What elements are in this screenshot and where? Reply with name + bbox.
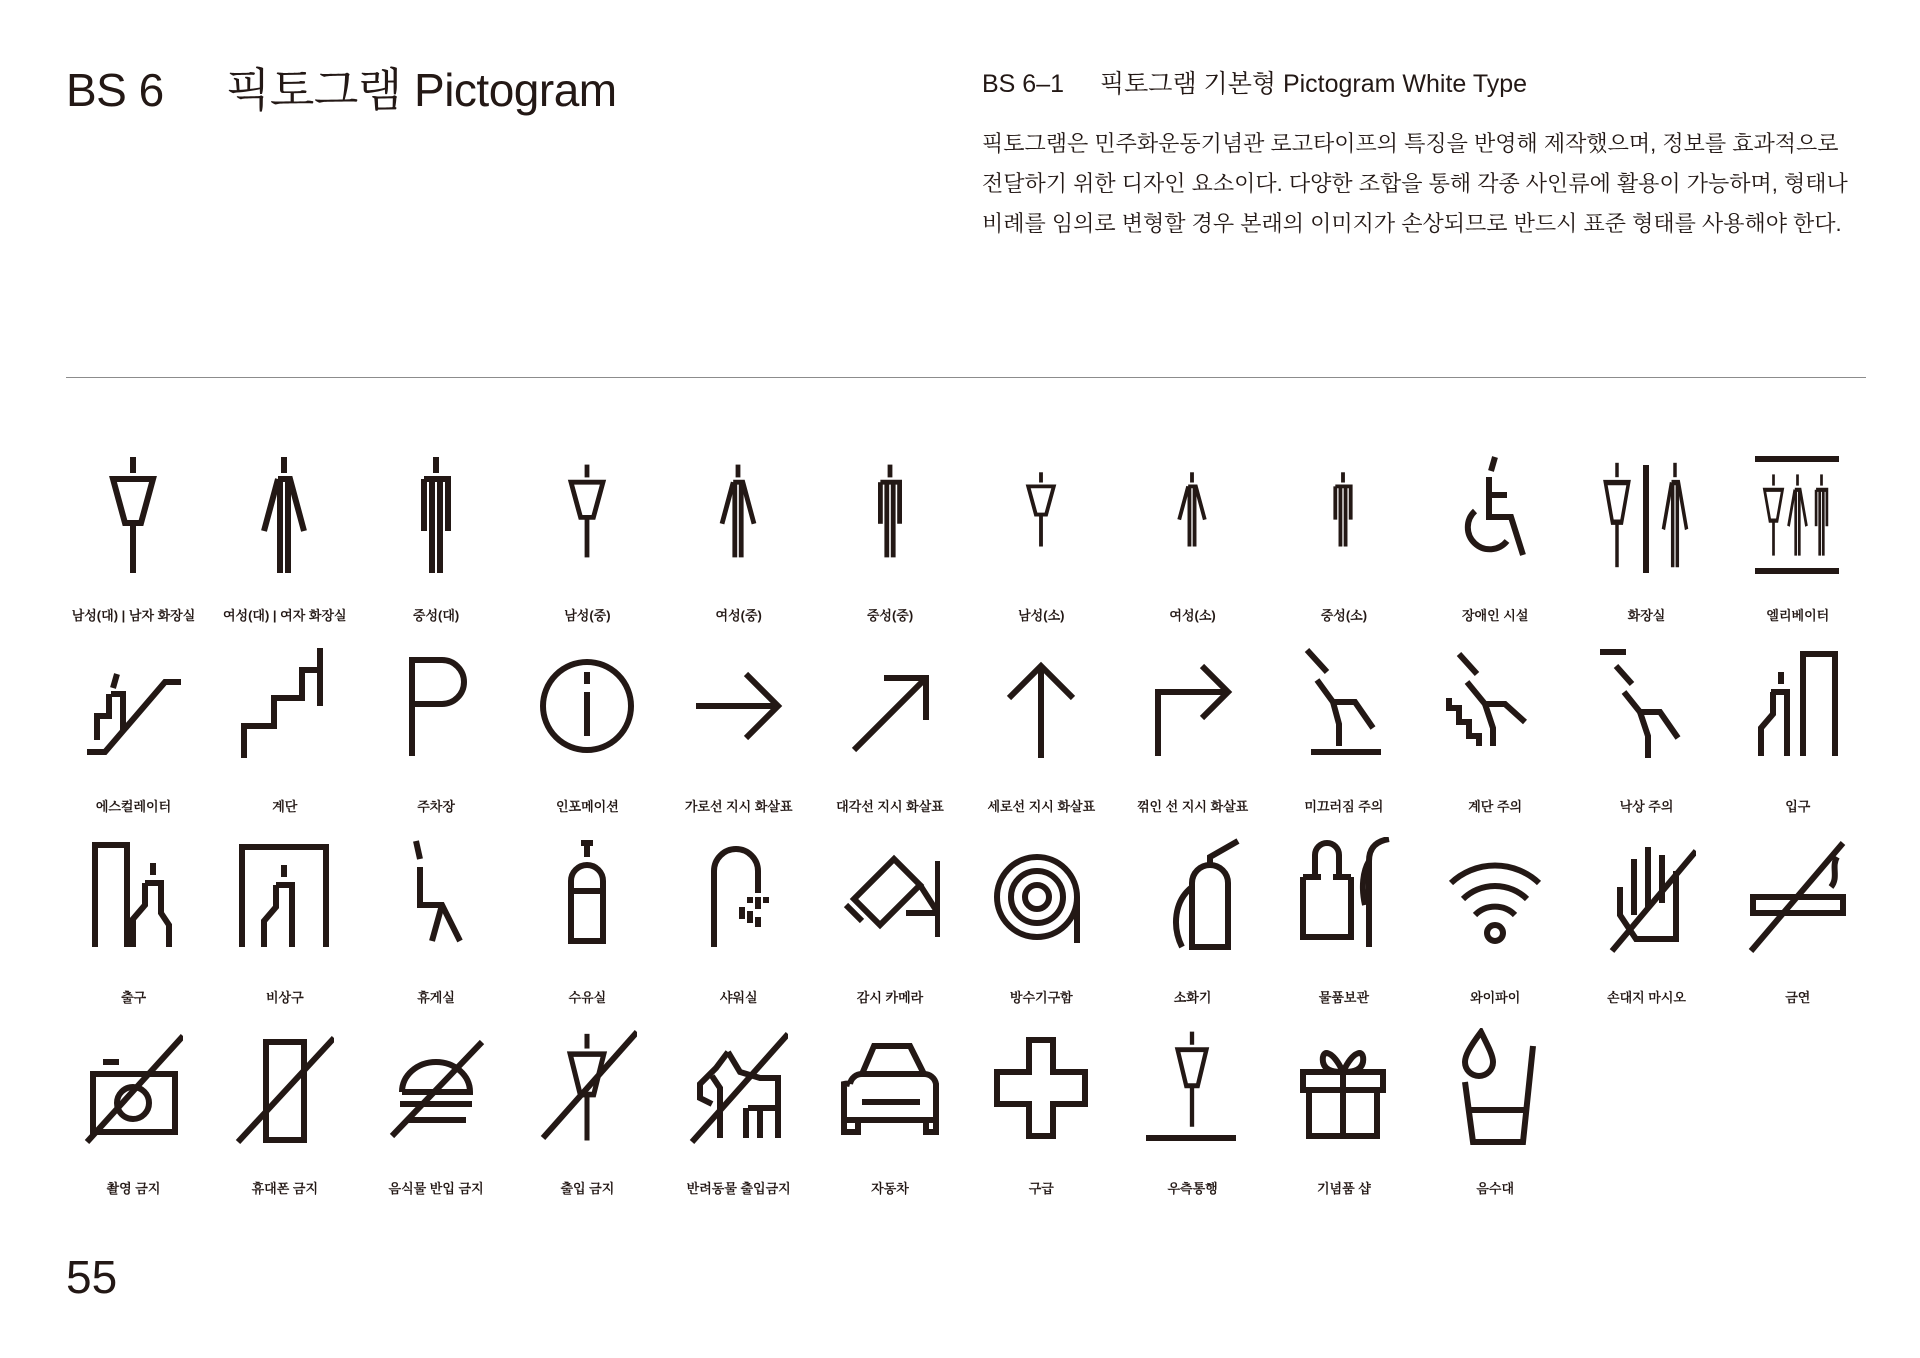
pictogram-label: 자동차	[871, 1181, 909, 1196]
cctv-icon	[840, 837, 940, 957]
pictogram-item	[361, 646, 512, 836]
pictogram-label: 계단	[272, 799, 298, 814]
pictogram-label: 손대지 마시오	[1607, 990, 1686, 1005]
subsection-title-text: 픽토그램 기본형 Pictogram White Type	[1100, 70, 1528, 98]
pictogram-label: 반려동물 출입금지	[686, 1181, 791, 1196]
pictogram-item	[1268, 837, 1419, 1027]
no-camera-icon	[83, 1028, 183, 1148]
arrow-turn-icon	[1142, 646, 1242, 766]
pictogram-label: 음수대	[1476, 1181, 1515, 1196]
pictogram-label: 꺾인 선 지시 화살표	[1136, 799, 1249, 814]
pictogram-item	[361, 455, 512, 645]
pictogram-label: 미끄러짐 주의	[1304, 799, 1384, 814]
car-icon	[840, 1028, 940, 1148]
emergency-exit-icon	[234, 837, 334, 957]
neutral-medium-icon	[840, 455, 940, 575]
drinking-water-icon	[1445, 1028, 1545, 1148]
neutral-large-icon	[386, 455, 486, 575]
first-aid-icon	[991, 1028, 1091, 1148]
pictogram-item	[1420, 646, 1571, 836]
pictogram-item	[1117, 837, 1268, 1027]
pictogram-item	[1268, 455, 1419, 645]
pictogram-item	[663, 1028, 814, 1218]
pictogram-label: 엘리베이터	[1766, 608, 1830, 623]
pictogram-label: 출입 금지	[560, 1181, 615, 1196]
pictogram-item	[1117, 455, 1268, 645]
pictogram-item	[361, 1028, 512, 1218]
pictogram-label: 에스컬레이터	[95, 799, 172, 814]
no-food-icon	[386, 1028, 486, 1148]
pictogram-item	[1268, 646, 1419, 836]
shower-icon	[688, 837, 788, 957]
pictogram-label: 가로선 지시 화살표	[684, 799, 793, 814]
divider	[66, 377, 1866, 378]
pictogram-label: 수유실	[568, 990, 607, 1005]
pictogram-item	[512, 646, 663, 836]
elevator-icon	[1747, 455, 1847, 575]
pictogram-item	[1117, 1028, 1268, 1218]
pictogram-label: 입구	[1785, 799, 1811, 814]
pictogram-label: 구급	[1028, 1181, 1054, 1196]
pictogram-label: 감시 카메라	[856, 990, 924, 1005]
pictogram-item	[1722, 455, 1873, 645]
fire-hose-icon	[991, 837, 1091, 957]
male-large-icon	[83, 455, 183, 575]
description-line: 전달하기 위한 디자인 요소이다. 다양한 조합을 통해 각종 사인류에 활용이 가능하며, 형태나	[982, 171, 1848, 196]
pictogram-label: 방수기구함	[1009, 990, 1073, 1005]
pictogram-item	[1117, 646, 1268, 836]
neutral-small-icon	[1293, 455, 1393, 575]
pictogram-grid	[58, 455, 1874, 1215]
wifi-icon	[1445, 837, 1545, 957]
fall-caution-icon	[1596, 646, 1696, 766]
pictogram-item	[1722, 837, 1873, 1027]
pictogram-label: 대각선 지시 화살표	[836, 799, 944, 814]
pictogram-label: 화장실	[1627, 608, 1666, 623]
pictogram-item	[1571, 455, 1722, 645]
pictogram-label: 인포메이션	[555, 799, 619, 814]
pictogram-item	[209, 455, 360, 645]
exit-icon	[83, 837, 183, 957]
description-line: 픽토그램은 민주화운동기념관 로고타이프의 특징을 반영해 제작했으며, 정보를 효과적으로	[982, 131, 1839, 156]
arrow-right-icon	[688, 646, 788, 766]
pictogram-item	[815, 455, 966, 645]
female-medium-icon	[688, 455, 788, 575]
stairs-icon	[234, 646, 334, 766]
do-not-touch-icon	[1596, 837, 1696, 957]
pictogram-item	[209, 1028, 360, 1218]
pictogram-item	[1571, 837, 1722, 1027]
entrance-icon	[1747, 646, 1847, 766]
section-title-text: 픽토그램 Pictogram	[226, 64, 617, 116]
pictogram-label: 여성(대) | 여자 화장실	[222, 608, 347, 623]
description	[982, 124, 1862, 244]
pictogram-item	[1420, 1028, 1571, 1218]
male-medium-icon	[537, 455, 637, 575]
pictogram-label: 중성(중)	[866, 608, 914, 623]
female-large-icon	[234, 455, 334, 575]
lounge-icon	[386, 837, 486, 957]
pictogram-label: 주차장	[417, 799, 455, 814]
pictogram-item	[209, 646, 360, 836]
pictogram-label: 계단 주의	[1468, 799, 1523, 814]
pictogram-label: 음식물 반입 금지	[388, 1181, 484, 1196]
pictogram-label: 휴대폰 금지	[251, 1181, 318, 1196]
pictogram-item	[1268, 1028, 1419, 1218]
gift-shop-icon	[1293, 1028, 1393, 1148]
information-icon	[537, 646, 637, 766]
pictogram-label: 출구	[120, 990, 147, 1005]
pictogram-label: 금연	[1785, 990, 1811, 1005]
section-code: BS 6	[66, 64, 164, 116]
pictogram-label: 낙상 주의	[1619, 799, 1674, 814]
pictogram-label: 소화기	[1173, 990, 1212, 1005]
stairs-caution-icon	[1445, 646, 1545, 766]
pictogram-label: 촬영 금지	[106, 1181, 161, 1196]
pictogram-item	[1571, 646, 1722, 836]
page-number: 55	[66, 1251, 118, 1303]
restroom-icon	[1596, 455, 1696, 575]
pictogram-label: 여성(중)	[715, 608, 762, 623]
pictogram-item	[361, 837, 512, 1027]
pictogram-item	[966, 1028, 1117, 1218]
keep-right-icon	[1142, 1028, 1242, 1148]
arrow-up-icon	[991, 646, 1091, 766]
pictogram-item	[663, 837, 814, 1027]
pictogram-item	[209, 837, 360, 1027]
pictogram-label: 비상구	[265, 990, 304, 1005]
storage-icon	[1293, 837, 1393, 957]
subsection-code: BS 6–1	[982, 70, 1065, 98]
pictogram-item	[512, 837, 663, 1027]
pictogram-label: 장애인 시설	[1461, 608, 1529, 623]
female-small-icon	[1142, 455, 1242, 575]
pictogram-item	[815, 837, 966, 1027]
parking-icon	[386, 646, 486, 766]
pictogram-item	[512, 1028, 663, 1218]
pictogram-item	[58, 646, 209, 836]
pictogram-label: 와이파이	[1470, 990, 1521, 1005]
pictogram-item	[512, 455, 663, 645]
pictogram-label: 중성(소)	[1320, 608, 1368, 623]
pictogram-item	[1722, 646, 1873, 836]
pictogram-label: 세로선 지시 화살표	[987, 799, 1096, 814]
pictogram-item	[966, 646, 1117, 836]
fire-extinguisher-icon	[1142, 837, 1242, 957]
pictogram-label: 중성(대)	[412, 608, 460, 623]
subsection-title	[982, 64, 1527, 100]
pictogram-item	[58, 1028, 209, 1218]
no-entry-icon	[537, 1028, 637, 1148]
pictogram-label: 남성(대) | 남자 화장실	[71, 608, 196, 623]
pictogram-item	[663, 646, 814, 836]
pictogram-label: 샤워실	[719, 990, 758, 1005]
pictogram-item	[966, 455, 1117, 645]
description-line: 비례를 임의로 변형할 경우 본래의 이미지가 손상되므로 반드시 표준 형태를 사용해야 한다.	[982, 211, 1842, 236]
pictogram-item	[1420, 455, 1571, 645]
pictogram-label: 우측통행	[1167, 1181, 1218, 1196]
pictogram-item	[663, 455, 814, 645]
no-smoking-icon	[1747, 837, 1847, 957]
no-phone-icon	[234, 1028, 334, 1148]
pictogram-label: 기념품 샵	[1316, 1181, 1371, 1196]
pictogram-label: 남성(소)	[1018, 608, 1065, 623]
section-title	[66, 54, 617, 120]
wheelchair-icon	[1445, 455, 1545, 575]
arrow-diagonal-icon	[840, 646, 940, 766]
pictogram-label: 휴게실	[417, 990, 455, 1005]
pictogram-label: 남성(중)	[564, 608, 611, 623]
pictogram-item	[1420, 837, 1571, 1027]
escalator-icon	[83, 646, 183, 766]
pictogram-label: 여성(소)	[1169, 608, 1216, 623]
pictogram-item	[966, 837, 1117, 1027]
no-pets-icon	[688, 1028, 788, 1148]
male-small-icon	[991, 455, 1091, 575]
slippery-icon	[1293, 646, 1393, 766]
pictogram-item	[815, 1028, 966, 1218]
pictogram-label: 물품보관	[1318, 990, 1369, 1005]
nursing-room-icon	[537, 837, 637, 957]
pictogram-item	[815, 646, 966, 836]
pictogram-item	[58, 455, 209, 645]
pictogram-item	[58, 837, 209, 1027]
